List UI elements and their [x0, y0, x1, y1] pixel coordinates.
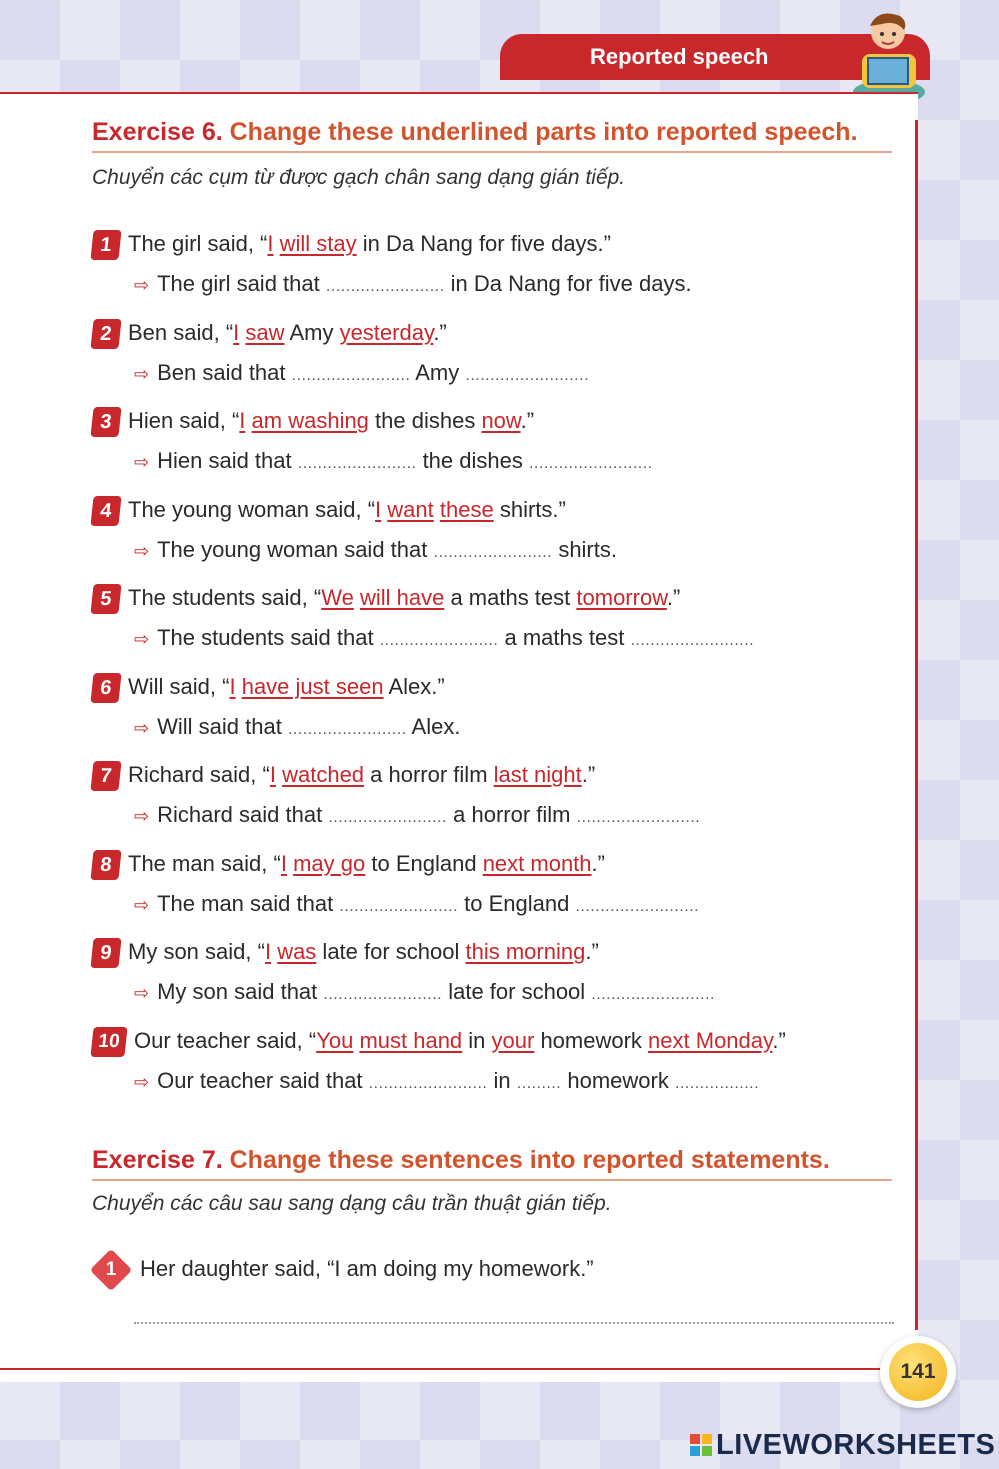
- exercise-7-item-1: [92, 1255, 594, 1285]
- answer-blank[interactable]: ........................: [291, 367, 411, 384]
- answer-blank[interactable]: ........................: [368, 1075, 488, 1092]
- answer-blank[interactable]: .........................: [576, 809, 701, 826]
- exercise-6-question-9: [92, 938, 599, 968]
- question-text: in Da Nang for five days.”: [356, 230, 611, 256]
- exercise-6-answer-2: [134, 360, 589, 386]
- answer-text: late for school: [448, 979, 586, 1004]
- answer-blank[interactable]: .................: [674, 1075, 760, 1092]
- underlined-phrase: may go: [293, 850, 366, 876]
- answer-blank[interactable]: ........................: [433, 544, 553, 561]
- item-number-badge: 1: [90, 1249, 132, 1291]
- arrow-right-icon: ⇨: [134, 983, 150, 1003]
- underlined-phrase: watched: [282, 761, 365, 787]
- answer-text: The young woman said that: [157, 537, 428, 562]
- exercise-6-question-10: [92, 1027, 786, 1057]
- answer-blank[interactable]: .........: [516, 1075, 562, 1092]
- question-text: The young woman said, “: [128, 496, 376, 522]
- underlined-phrase: tomorrow: [576, 584, 667, 610]
- answer-text: the dishes: [422, 448, 523, 473]
- page-number: 141: [889, 1343, 947, 1401]
- answer-text: in Da Nang for five days.: [450, 271, 692, 296]
- item-number-badge: 5: [90, 584, 121, 614]
- exercise-6-answer-5: [134, 625, 754, 651]
- exercise-6-answer-8: [134, 891, 699, 917]
- answer-blank[interactable]: ........................: [325, 278, 445, 295]
- answer-blank[interactable]: ........................: [323, 986, 443, 1003]
- answer-text: My son said that: [157, 979, 318, 1004]
- arrow-right-icon: ⇨: [134, 806, 150, 826]
- section-title: Reported speech: [590, 44, 769, 69]
- answer-text: The girl said that: [157, 271, 320, 296]
- item-number-badge: 10: [90, 1027, 127, 1057]
- question-text: a maths test: [444, 584, 577, 610]
- question-text: .”: [585, 938, 599, 964]
- underlined-phrase: want: [387, 496, 434, 522]
- exercise-6-question-5: [92, 584, 680, 614]
- exercise-6-answer-10: [134, 1068, 759, 1094]
- question-text: The man said, “: [128, 850, 281, 876]
- underlined-phrase: I: [229, 673, 236, 699]
- exercise-6-question-6: [92, 673, 445, 703]
- exercise-7-title: [92, 1146, 892, 1181]
- underlined-phrase: have just seen: [241, 673, 384, 699]
- exercise-7-subtitle: Chuyển các câu sau sang dạng câu trần thuật gián tiếp.: [92, 1192, 612, 1215]
- question-text: shirts.”: [493, 496, 566, 522]
- answer-text: a maths test: [504, 625, 625, 650]
- underlined-phrase: I: [233, 319, 240, 345]
- underlined-phrase: I: [375, 496, 382, 522]
- answer-text: homework: [567, 1068, 669, 1093]
- logo-text: LIVEWORKSHEETS: [716, 1428, 996, 1461]
- exercise-7-instruction: Change these sentences into reported statements.: [229, 1146, 830, 1174]
- underlined-phrase: I: [280, 850, 287, 876]
- question-text: late for school: [316, 938, 466, 964]
- underlined-phrase: I: [264, 938, 272, 964]
- underlined-phrase: must hand: [359, 1027, 463, 1053]
- answer-text: Will said that: [157, 714, 282, 739]
- question-text: .”: [433, 319, 447, 345]
- answer-blank[interactable]: ........................: [287, 721, 407, 738]
- exercise-6-answer-9: [134, 979, 715, 1005]
- underlined-phrase: I: [269, 761, 276, 787]
- question-text: Our teacher said, “: [134, 1027, 317, 1053]
- logo-icon: [690, 1434, 712, 1456]
- exercise-6-question-1: [92, 230, 611, 260]
- underlined-phrase: now: [481, 407, 521, 433]
- item-number-badge: 9: [90, 938, 121, 968]
- item-number-badge: 2: [90, 319, 121, 349]
- exercise-6-question-7: [92, 761, 595, 791]
- question-text: .”: [520, 407, 535, 433]
- question-text: Her daughter said, “I am doing my homework.”: [140, 1255, 594, 1281]
- answer-text: shirts.: [558, 537, 617, 562]
- answer-text: to England: [464, 891, 570, 916]
- arrow-right-icon: ⇨: [134, 452, 150, 472]
- page-bottom-rule: [0, 1368, 880, 1370]
- underlined-phrase: will have: [359, 584, 445, 610]
- answer-blank[interactable]: ........................: [297, 455, 417, 472]
- answer-blank[interactable]: .........................: [528, 455, 653, 472]
- exercise-6-answer-7: [134, 802, 700, 828]
- underlined-phrase: these: [439, 496, 494, 522]
- answer-blank[interactable]: .........................: [591, 986, 715, 1003]
- reading-boy-illustration: [848, 4, 930, 106]
- question-text: Hien said, “: [128, 407, 240, 433]
- underlined-phrase: will stay: [279, 230, 357, 256]
- arrow-right-icon: ⇨: [134, 275, 150, 295]
- arrow-right-icon: ⇨: [134, 718, 150, 738]
- exercise-6-subtitle: Chuyển các cụm từ được gạch chân sang dạng gián tiếp.: [92, 166, 626, 189]
- question-text: Richard said, “: [128, 761, 270, 787]
- underlined-phrase: saw: [245, 319, 285, 345]
- page-number-badge: [880, 1336, 956, 1408]
- answer-text: Amy: [415, 360, 460, 385]
- answer-text: a horror film: [453, 802, 571, 827]
- answer-blank[interactable]: .........................: [465, 367, 590, 384]
- underlined-phrase: this morning: [465, 938, 586, 964]
- exercise-6-question-4: [92, 496, 566, 526]
- exercise-7-label: Exercise 7.: [92, 1146, 223, 1174]
- answer-text: The man said that: [157, 891, 334, 916]
- question-text: .”: [581, 761, 596, 787]
- item-number-badge: 1: [90, 230, 121, 260]
- item-number-badge: 8: [90, 850, 121, 880]
- underlined-phrase: your: [491, 1027, 535, 1053]
- question-text: Ben said, “: [128, 319, 234, 345]
- answer-blank[interactable]: .........................: [575, 898, 700, 915]
- answer-text: in: [493, 1068, 511, 1093]
- underlined-phrase: am washing: [251, 407, 369, 433]
- question-text: a horror film: [364, 761, 494, 787]
- exercise-6-question-3: [92, 407, 534, 437]
- answer-text: The students said that: [157, 625, 374, 650]
- answer-text: Richard said that: [157, 802, 323, 827]
- exercise-6-answer-6: [134, 714, 460, 740]
- arrow-right-icon: ⇨: [134, 895, 150, 915]
- underlined-phrase: I: [239, 407, 246, 433]
- answer-blank[interactable]: ........................: [379, 632, 499, 649]
- question-text: The girl said, “: [128, 230, 268, 256]
- question-text: the dishes: [368, 407, 482, 433]
- answer-line[interactable]: [134, 1322, 894, 1324]
- exercise-6-answer-4: [134, 537, 617, 563]
- underlined-phrase: yesterday: [339, 319, 434, 345]
- answer-blank[interactable]: .........................: [630, 632, 755, 649]
- question-text: Will said, “: [128, 673, 230, 699]
- answer-text: Alex.: [411, 714, 461, 739]
- question-text: .”: [666, 584, 681, 610]
- answer-text: Our teacher said that: [157, 1068, 363, 1093]
- question-text: homework: [534, 1027, 649, 1053]
- question-text: Alex.”: [383, 673, 445, 699]
- arrow-right-icon: ⇨: [134, 541, 150, 561]
- underlined-phrase: next Monday: [648, 1027, 773, 1053]
- answer-text: Ben said that: [157, 360, 286, 385]
- question-text: My son said, “: [128, 938, 265, 964]
- answer-blank[interactable]: ........................: [339, 898, 459, 915]
- exercise-6-title: [92, 118, 892, 153]
- question-text: .”: [772, 1027, 786, 1053]
- exercise-6-question-2: [92, 319, 447, 349]
- page-border-line: [915, 120, 918, 1330]
- arrow-right-icon: ⇨: [134, 364, 150, 384]
- question-text: The students said, “: [128, 584, 322, 610]
- item-number-badge: 3: [90, 407, 121, 437]
- underlined-phrase: You: [316, 1027, 354, 1053]
- underlined-phrase: I: [267, 230, 274, 256]
- exercise-6-answer-3: [134, 448, 653, 474]
- exercise-6-label: Exercise 6.: [92, 118, 223, 146]
- liveworksheets-logo: [690, 1428, 995, 1462]
- exercise-6-answer-1: [134, 271, 692, 297]
- question-text: .”: [591, 850, 605, 876]
- item-number-badge: 4: [90, 496, 121, 526]
- underlined-phrase: We: [321, 584, 354, 610]
- question-text: to England: [365, 850, 483, 876]
- underlined-phrase: next month: [482, 850, 592, 876]
- exercise-6-question-8: [92, 850, 605, 880]
- arrow-right-icon: ⇨: [134, 629, 150, 649]
- item-number-badge: 6: [90, 673, 121, 703]
- question-text: Amy: [284, 319, 340, 345]
- underlined-phrase: was: [277, 938, 317, 964]
- item-number-badge: 7: [90, 761, 121, 791]
- underlined-phrase: last night: [493, 761, 582, 787]
- exercise-6-instruction: Change these underlined parts into reported speech.: [229, 118, 858, 146]
- answer-text: Hien said that: [157, 448, 292, 473]
- answer-blank[interactable]: ........................: [328, 809, 447, 826]
- arrow-right-icon: ⇨: [134, 1072, 150, 1092]
- question-text: in: [462, 1027, 492, 1053]
